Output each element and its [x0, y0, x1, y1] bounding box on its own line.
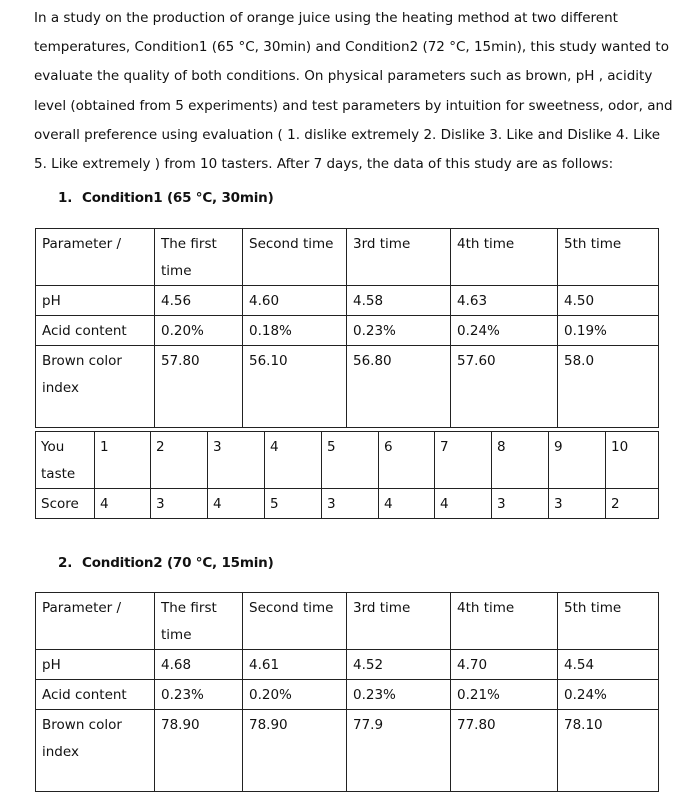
table-cell: 0.23% [347, 680, 451, 710]
table-row [36, 710, 659, 792]
table-cell: 58.0 [558, 346, 659, 428]
header-cell: 3rd time [347, 229, 451, 286]
condition1-table [35, 228, 659, 428]
table-cell: 57.60 [451, 346, 558, 428]
table-cell: 0.23% [155, 680, 243, 710]
table-cell: 4.56 [155, 286, 243, 316]
table-cell: 78.90 [243, 710, 347, 792]
taste-table [35, 431, 659, 519]
header-cell: Parameter / [36, 593, 155, 650]
table-header-row [36, 593, 659, 650]
score-cell: 3 [549, 489, 606, 519]
score-cell: 4 [95, 489, 151, 519]
taster-number: 9 [549, 432, 606, 489]
condition1-title: Condition1 (65 °C, 30min) [82, 190, 274, 206]
score-cell: 3 [322, 489, 379, 519]
table-cell: 56.10 [243, 346, 347, 428]
header-cell: 5th time [558, 593, 659, 650]
row-label: Acid content [36, 680, 155, 710]
table-cell: 4.52 [347, 650, 451, 680]
header-cell: 3rd time [347, 593, 451, 650]
condition2-table [35, 592, 659, 792]
table-cell: 0.19% [558, 316, 659, 346]
score-row-label: Score [36, 489, 95, 519]
table-cell: 77.80 [451, 710, 558, 792]
header-cell: The first time [155, 593, 243, 650]
taster-number: 5 [322, 432, 379, 489]
score-cell: 4 [435, 489, 492, 519]
table-row [36, 286, 659, 316]
taster-number: 2 [151, 432, 208, 489]
table-header-row [36, 229, 659, 286]
condition2-number: 2. [58, 555, 73, 571]
taster-number: 7 [435, 432, 492, 489]
condition1-heading [58, 190, 274, 206]
header-cell: 4th time [451, 593, 558, 650]
taster-row [36, 432, 659, 489]
header-cell: Parameter / [36, 229, 155, 286]
taster-number: 1 [95, 432, 151, 489]
table-row [36, 316, 659, 346]
header-cell: The first time [155, 229, 243, 286]
header-cell: Second time [243, 593, 347, 650]
table-cell: 4.68 [155, 650, 243, 680]
table-row [36, 650, 659, 680]
row-label: pH [36, 650, 155, 680]
table-cell: 4.61 [243, 650, 347, 680]
score-cell: 3 [492, 489, 549, 519]
taster-number: 6 [379, 432, 435, 489]
intro-paragraph: In a study on the production of orange juice using the heating method at two different temperatures, Condition1 (65 °C, 30min) and Condition2 (72 °C, 15min), this study wanted to evaluate the quality of both conditions. On physical parameters such as brown, pH , acidity level (obtained from 5 experiments) and test parameters by intuition for sweetness, odor, and overall preference using evaluation ( 1. dislike extremely 2. Dislike 3. Like and Dislike 4. Like 5. Like extremely ) from 10 tasters. After 7 days, the data of this study are as follows: [34, 10, 673, 173]
table-row [36, 346, 659, 428]
table-cell: 0.23% [347, 316, 451, 346]
table-cell: 0.20% [243, 680, 347, 710]
table-cell: 4.50 [558, 286, 659, 316]
table-cell: 0.18% [243, 316, 347, 346]
taster-number: 3 [208, 432, 265, 489]
table-cell: 4.70 [451, 650, 558, 680]
table-row [36, 680, 659, 710]
table-cell: 57.80 [155, 346, 243, 428]
score-cell: 5 [265, 489, 322, 519]
table-cell: 78.10 [558, 710, 659, 792]
table-cell: 4.60 [243, 286, 347, 316]
table-cell: 4.58 [347, 286, 451, 316]
table-cell: 4.54 [558, 650, 659, 680]
taster-number: 4 [265, 432, 322, 489]
condition1-number: 1. [58, 190, 73, 206]
table-cell: 0.24% [558, 680, 659, 710]
row-label: Acid content [36, 316, 155, 346]
header-cell: 4th time [451, 229, 558, 286]
score-cell: 4 [379, 489, 435, 519]
header-cell: 5th time [558, 229, 659, 286]
condition2-heading [58, 555, 274, 571]
row-label: Brown color index [36, 346, 155, 428]
score-cell: 2 [606, 489, 659, 519]
row-label: Brown color index [36, 710, 155, 792]
table-cell: 0.20% [155, 316, 243, 346]
score-cell: 3 [151, 489, 208, 519]
table-cell: 77.9 [347, 710, 451, 792]
header-cell: Second time [243, 229, 347, 286]
table-cell: 78.90 [155, 710, 243, 792]
row-label: pH [36, 286, 155, 316]
score-row [36, 489, 659, 519]
table-cell: 4.63 [451, 286, 558, 316]
table-cell: 0.24% [451, 316, 558, 346]
table-cell: 0.21% [451, 680, 558, 710]
taster-number: 8 [492, 432, 549, 489]
table-cell: 56.80 [347, 346, 451, 428]
score-cell: 4 [208, 489, 265, 519]
condition2-title: Condition2 (70 °C, 15min) [82, 555, 274, 571]
taster-row-label: You taste [36, 432, 95, 489]
taster-number: 10 [606, 432, 659, 489]
